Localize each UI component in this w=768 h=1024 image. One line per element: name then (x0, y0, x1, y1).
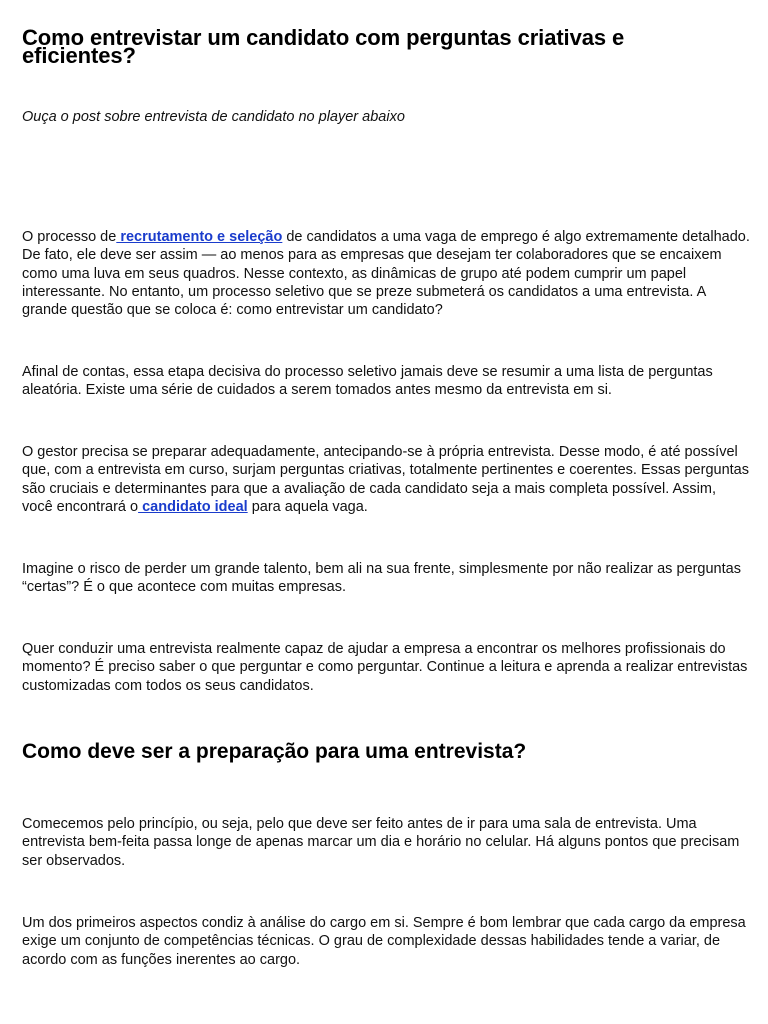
paragraph-quer-conduzir: Quer conduzir uma entrevista realmente capaz de ajudar a empresa a encontrar os melhores profissionais do momento? É preciso saber o que perguntar e como perguntar. Continue a leitura e aprenda a realizar entrevistas customizadas com todos os seus candidatos. (22, 641, 748, 694)
paragraph-imagine: Imagine o risco de perder um grande talento, bem ali na sua frente, simplesmente por não realizar as perguntas “certas”? É o que acontece com muitas empresas. (22, 561, 741, 596)
paragraph-analise-cargo: Um dos primeiros aspectos condiz à análise do cargo em si. Sempre é bom lembrar que cada cargo da empresa exige um conjunto de competências técnicas. O grau de complexidade dessas habilidades tende a variar, de acordo com as funções inerentes ao cargo. (22, 915, 746, 968)
paragraph-intro-after: de candidatos a uma vaga de emprego é algo extremamente detalhado. De fato, ele deve ser assim — ao menos para as empresas que desejam ter colaboradores que se encaixem como uma luva em seus quadros. Nesse contexto, as dinâmicas de grupo até podem cumprir um papel interessante. No entanto, um processo seletivo que se preze submeterá os candidatos a uma entrevista. A grande questão que se coloca é: como entrevistar um candidato? (22, 229, 750, 319)
paragraph-gestor-before: O gestor precisa se preparar adequadamente, antecipando-se à própria entrevista. Desse modo, é até possível que, com a entrevista em curso, surjam perguntas criativas, totalmente pertinentes e coerentes. Essas perguntas são cruciais e determinantes para que a avaliação de cada candidato seja a mais completa possível. Assim, você encontrará o (22, 444, 749, 515)
link-candidato-ideal[interactable]: candidato ideal (138, 498, 248, 515)
paragraph-intro-before: O processo de (22, 229, 117, 245)
paragraph-gestor (22, 443, 750, 516)
article-title: Como entrevistar um candidato com perguntas criativas e eficientes? (22, 25, 625, 68)
paragraph-gestor-after: para aquela vaga. (247, 498, 368, 515)
section-heading-preparacao: Como deve ser a preparação para uma entrevista? (22, 740, 527, 763)
paragraph-comecemos: Comecemos pelo princípio, ou seja, pelo que deve ser feito antes de ir para uma sala de entrevista. Uma entrevista bem-feita passa longe de apenas marcar um dia e horário no celular. Há alguns pontos que precisam ser observados. (22, 816, 740, 869)
paragraph-afinal: Afinal de contas, essa etapa decisiva do processo seletivo jamais deve se resumir a uma lista de perguntas aleatória. Existe uma série de cuidados a serem tomados antes mesmo da entrevista em si. (22, 364, 713, 399)
audio-player-caption: Ouça o post sobre entrevista de candidato no player abaixo (22, 109, 405, 125)
link-recrutamento-selecao[interactable]: recrutamento e seleção (116, 229, 283, 245)
paragraph-intro (22, 228, 750, 319)
